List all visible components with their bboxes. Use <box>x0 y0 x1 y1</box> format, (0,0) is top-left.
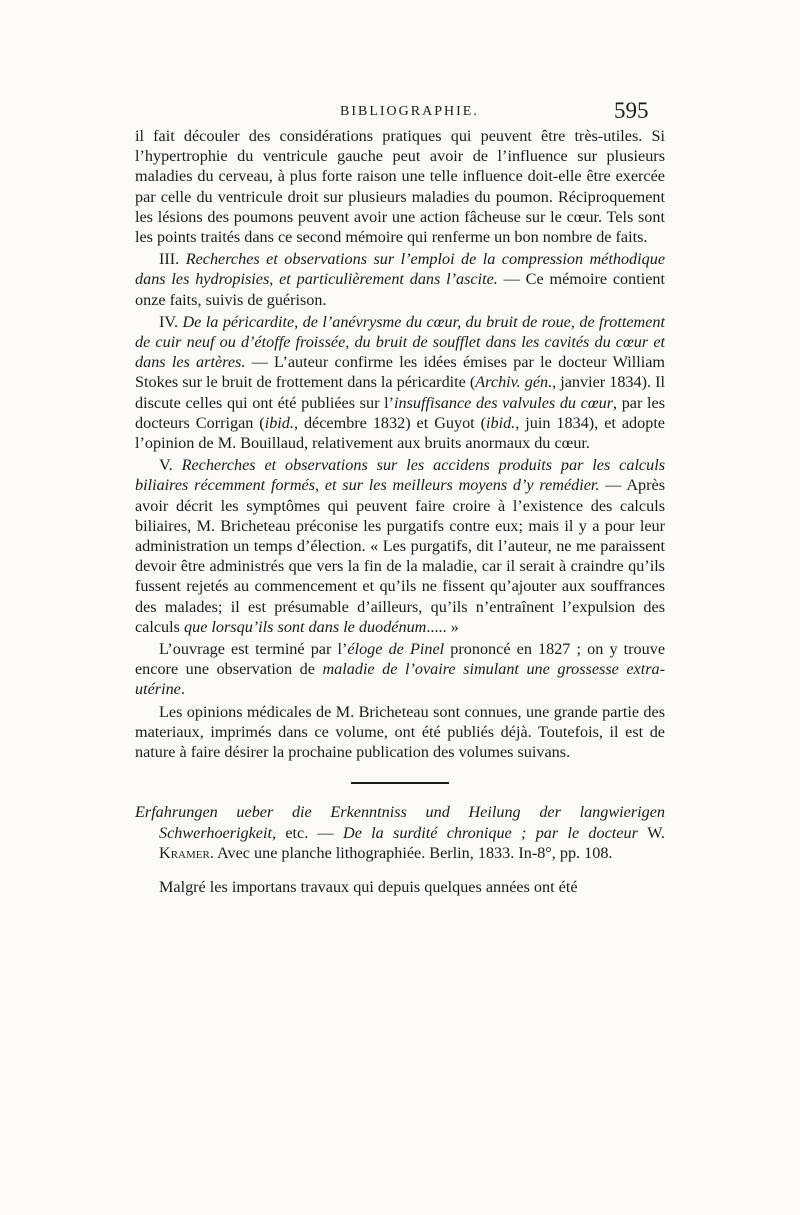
reference: ibid. <box>486 413 516 432</box>
quotation-emphasis: que lorsqu’ils sont dans le duodénum <box>184 617 427 636</box>
entry-title: Erfahrungen ueber die Erkenntniss und Heilung der langwierigen Schwerhoerigkeit <box>135 803 665 842</box>
reference: éloge de Pinel <box>347 640 445 659</box>
memoir-text: , décembre 1832) et Guyot ( <box>293 413 487 432</box>
running-head: BIBLIOGRAPHIE. <box>340 104 479 119</box>
paragraph-conclusion: L’ouvrage est terminé par l’éloge de Pinel prononcé en 1827 ; on y trouve encore une observation de maladie de l’ovaire simulant une grossesse extra-utérine. <box>135 640 666 699</box>
memoir-number: III. <box>159 250 180 269</box>
memoir-number: IV. <box>159 312 179 331</box>
memoir-title: Recherches et observations sur l’emploi de la compression méthodique dans les hydropisies, et particulièrement dans l’ascite. <box>135 250 666 289</box>
memoir-text: , janvier 1834). Il discute celles qui ont été publiées sur l’ <box>135 373 665 412</box>
section-divider <box>351 782 449 784</box>
memoir-text: , par les docteurs Corrigan ( <box>135 393 665 432</box>
reference: insuffisance des valvules du cœur <box>393 393 614 412</box>
entry-author: W. Kramer <box>159 823 666 862</box>
memoir-title: Recherches et observations sur les accidens produits par les calculs biliaires récemment formés, et sur les meilleurs moyens d’y remédier. <box>135 456 666 495</box>
entry-title-french: De la surdité chronique ; par le docteur <box>343 823 638 842</box>
reference: Archiv. gén. <box>475 373 553 392</box>
paragraph-opinion: Les opinions médicales de M. Bricheteau sont connues, une grande partie des materiaux, imprimés dans ce volume, ont été publiés déjà. Toutefois, il est de nature à faire désirer la prochaine publication des volumes suivans. <box>135 702 665 762</box>
reference: maladie de l’ovaire simulant une grossesse extra-utérine <box>135 660 666 699</box>
memoir-text: — L’auteur confirme les idées émises par le docteur William Stokes sur le bruit de frottement dans la péricardite ( <box>135 353 665 392</box>
page-number: 595 <box>614 98 649 123</box>
memoir-text: — Ce mémoire contient onze faits, suivis de guérison. <box>135 270 665 309</box>
paragraph-memoir-4 <box>135 312 665 453</box>
body-text <box>135 126 665 899</box>
paragraph-continuation: il fait découler des considérations pratiques qui peuvent être très-utiles. Si l’hypertrophie du ventricule gauche peut avoir de l’influence sur plusieurs maladies du cerveau, à plus forte raison une telle influence doit-elle être exercée par celle du ventricule droit sur plusieurs maladies du poumon. Réciproquement les lésions des poumons peuvent avoir une action fâcheuse sur le cœur. Tels sont les points traités dans ce second mémoire qui renferme un bon nombre de faits. <box>135 127 665 247</box>
entry-details: . Avec une planche lithographiée. Berlin, 1833. In-8°, pp. 108. <box>209 843 613 862</box>
memoir-text: — Après avoir décrit les symptômes qui peuvent faire croire à l’existence des calculs biliaires, M. Bricheteau préconise les purgatifs contre eux; mais il y a pour leur administration un temps d’élection. « Les purgatifs, dit l’auteur, ne me paraissent devoir être administrés que vers la fin de la maladie, car il serait à craindre qu’ils fussent rejetés au commencement et qu’ils ne fissent qu’ajouter aux souffrances des malades; il est présumable d’ailleurs, qu’ils n’entraînent l’expulsion des calculs <box>135 476 665 636</box>
paragraph-memoir-5 <box>135 455 665 637</box>
memoir-number: V. <box>159 456 173 475</box>
memoir-text: , juin 1834), et adopte l’opinion de M. Bouillaud, relativement aux bruits anormaux du cœur. <box>135 413 665 453</box>
paragraph-review-start: Malgré les importans travaux qui depuis quelques années ont été <box>159 877 578 896</box>
paragraph-memoir-3 <box>135 249 665 310</box>
reference: ibid. <box>264 413 294 432</box>
bibliographic-entry: Erfahrungen ueber die Erkenntniss und Heilung der langwierigen Schwerhoerigkeit, etc. — De la surdité chronique ; par le docteur W. Kramer. Avec une planche lithographiée. Berlin, 1833. In-8°, pp. 108. <box>135 803 666 862</box>
memoir-text: ..... » <box>426 617 459 636</box>
memoir-title: De la péricardite, de l’anévrysme du cœur, du bruit de roue, de frottement de cuir neuf ou d’étoffe froissée, du bruit de soufflet dans les cavités du cœur et dans les artères. <box>135 312 665 372</box>
